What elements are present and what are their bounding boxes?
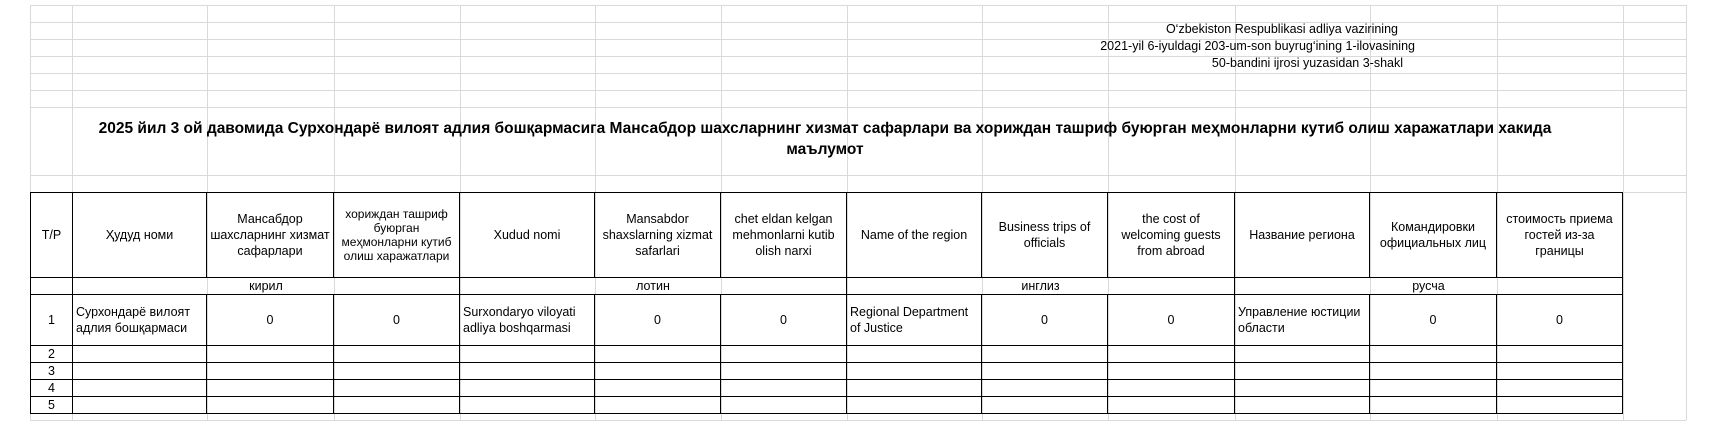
row-number: 2 [31,346,73,363]
language-group-latin: лотин [460,278,847,295]
col-header-guests-ru: стоимость приема гостей из-за границы [1497,193,1623,278]
col-header-trips-lat: Mansabdor shaxslarning xizmat safarlari [595,193,721,278]
row-number: 5 [31,397,73,414]
language-group-row [31,278,1623,295]
table-row [31,363,1623,380]
language-group-cyrillic: кирил [73,278,460,295]
header-note-line2: 2021-yil 6-iyuldagi 203-um-son buyrug‘ining 1-ilovasining [1100,39,1415,53]
table-row [31,397,1623,414]
guests-value-english: 0 [1108,295,1235,346]
region-name-english: Regional Department of Justice [847,295,982,346]
col-header-region-cyr: Ҳудуд номи [73,193,207,278]
row-number: 4 [31,380,73,397]
trips-value-latin: 0 [595,295,721,346]
col-header-guests-lat: chet eldan kelgan mehmonlarni kutib olish narxi [721,193,847,278]
table-header-row [31,193,1623,278]
col-header-num: Т/Р [31,193,73,278]
trips-value-russian: 0 [1370,295,1497,346]
page-title: 2025 йил 3 ой давомида Сурхондарё вилоят адлия бошқармасига Мансабдор шахсларнинг хизмат сафарлари ва хориждан ташриф буюрган меҳмонларни кутиб олиш харажатлари хакида маълумот [98,120,1552,158]
row-number: 3 [31,363,73,380]
guests-value-cyrillic: 0 [334,295,460,346]
col-header-region-en: Name of the region [847,193,982,278]
table-row [31,380,1623,397]
col-header-region-ru: Название региона [1235,193,1370,278]
language-group-russian: русча [1235,278,1623,295]
header-note-line1: O‘zbekiston Respublikasi adliya vazirining [1165,22,1398,36]
table-row [31,295,1623,346]
region-name-latin: Surxondaryo viloyati adliya boshqarmasi [460,295,595,346]
trips-value-cyrillic: 0 [207,295,334,346]
col-header-guests-en: the cost of welcoming guests from abroad [1108,193,1235,278]
col-header-trips-ru: Командировки официальных лиц [1370,193,1497,278]
trips-value-english: 0 [982,295,1108,346]
region-name-russian: Управление юстиции области [1235,295,1370,346]
guests-value-russian: 0 [1497,295,1623,346]
language-group-english: инглиз [847,278,1235,295]
row-number: 1 [31,295,73,346]
region-name-cyrillic: Сурхондарё вилоят адлия бошқармаси [73,295,207,346]
col-header-region-lat: Xudud nomi [460,193,595,278]
table-row [31,346,1623,363]
data-table [30,192,1623,414]
col-header-trips-en: Business trips of officials [982,193,1108,278]
guests-value-latin: 0 [721,295,847,346]
col-header-guests-cyr: хориждан ташриф буюрган меҳмонларни кутиб олиш харажатлари [334,193,460,278]
header-note-line3: 50-bandini ijrosi yuzasidan 3-shakl [1211,56,1403,70]
col-header-trips-cyr: Мансабдор шахсларнинг хизмат сафарлари [207,193,334,278]
